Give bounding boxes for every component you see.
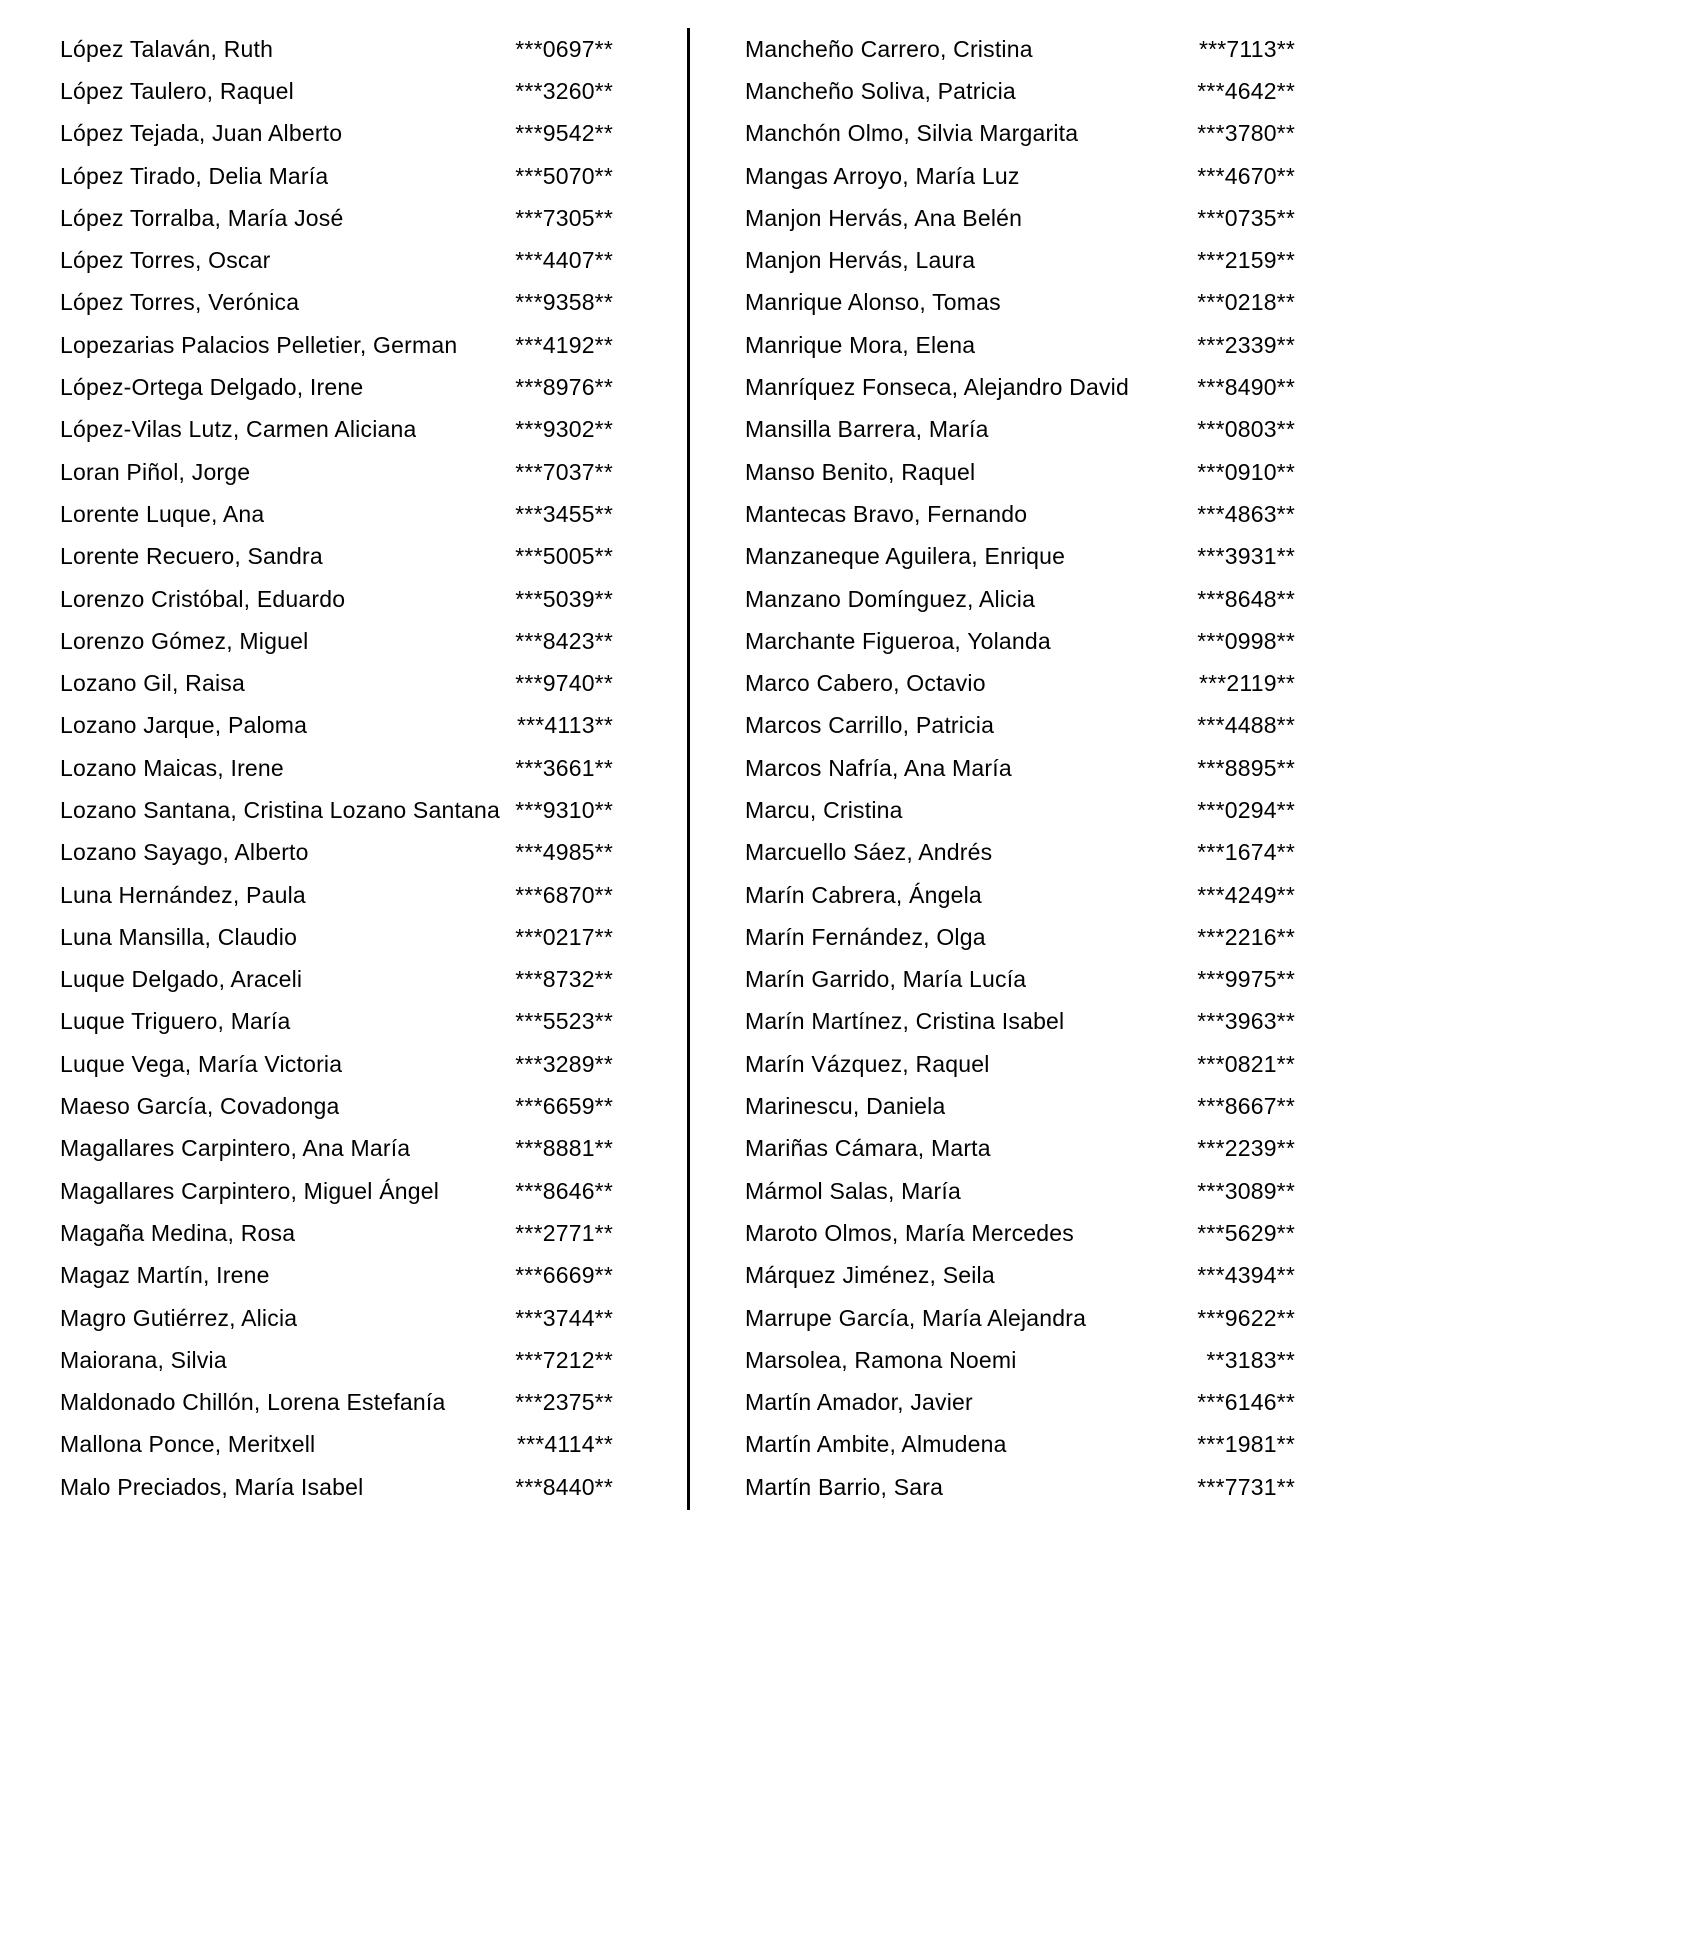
person-id: ***5039** xyxy=(515,585,613,612)
person-id: ***4114** xyxy=(516,1431,613,1458)
list-item xyxy=(60,1339,613,1381)
person-name: Marcos Nafría, Ana María xyxy=(745,754,1012,781)
list-item xyxy=(745,1170,1295,1212)
list-item xyxy=(60,1085,613,1127)
person-id: ***6659** xyxy=(515,1093,613,1120)
person-name: Manríquez Fonseca, Alejandro David xyxy=(745,374,1129,401)
list-item xyxy=(60,239,613,281)
list-item xyxy=(745,959,1295,1001)
person-id: ***8895** xyxy=(1197,754,1295,781)
list-item xyxy=(60,578,613,620)
list-item xyxy=(745,1128,1295,1170)
person-name: Lopezarias Palacios Pelletier, German xyxy=(60,331,458,358)
list-item xyxy=(745,197,1295,239)
person-id: ***1674** xyxy=(1197,839,1295,866)
person-id: ***0998** xyxy=(1197,627,1295,654)
person-id: ***8667** xyxy=(1197,1093,1295,1120)
person-name: Mantecas Bravo, Fernando xyxy=(745,500,1028,527)
list-item xyxy=(60,366,613,408)
person-name: Manzaneque Aguilera, Enrique xyxy=(745,543,1066,570)
person-name: Lozano Gil, Raisa xyxy=(60,670,245,697)
person-id: ***4394** xyxy=(1197,1262,1295,1289)
list-item xyxy=(60,959,613,1001)
person-id: ***3089** xyxy=(1197,1177,1295,1204)
person-name: López-Ortega Delgado, Irene xyxy=(60,374,364,401)
person-name: Maeso García, Covadonga xyxy=(60,1093,340,1120)
list-item xyxy=(745,832,1295,874)
person-name: Luque Vega, María Victoria xyxy=(60,1050,343,1077)
person-id: ***8490** xyxy=(1197,374,1295,401)
person-name: Mármol Salas, María xyxy=(745,1177,961,1204)
person-name: Marín Vázquez, Raquel xyxy=(745,1050,990,1077)
list-item xyxy=(745,324,1295,366)
person-id: ***8423** xyxy=(515,627,613,654)
person-name: Mancheño Soliva, Patricia xyxy=(745,77,1016,104)
person-id: ***3661** xyxy=(515,754,613,781)
person-name: Maroto Olmos, María Mercedes xyxy=(745,1219,1074,1246)
person-name: Mancheño Carrero, Cristina xyxy=(745,35,1033,62)
list-item xyxy=(745,366,1295,408)
person-name: Lorenzo Gómez, Miguel xyxy=(60,627,309,654)
list-item xyxy=(60,874,613,916)
list-item xyxy=(60,705,613,747)
person-id: ***4249** xyxy=(1197,881,1295,908)
person-name: Magaña Medina, Rosa xyxy=(60,1219,296,1246)
person-name: Lorente Luque, Ana xyxy=(60,500,265,527)
person-id: ***7212** xyxy=(515,1346,613,1373)
list-item xyxy=(745,70,1295,112)
person-name: Marcuello Sáez, Andrés xyxy=(745,839,993,866)
person-name: Mallona Ponce, Meritxell xyxy=(60,1431,316,1458)
person-id: ***6669** xyxy=(515,1262,613,1289)
person-name: Mariñas Cámara, Marta xyxy=(745,1135,991,1162)
person-name: Manzano Domínguez, Alicia xyxy=(745,585,1036,612)
list-item xyxy=(60,1212,613,1254)
person-id: ***4192** xyxy=(515,331,613,358)
person-id: ***2216** xyxy=(1197,923,1295,950)
person-id: ***0294** xyxy=(1197,796,1295,823)
person-id: ***0803** xyxy=(1197,416,1295,443)
list-item xyxy=(745,916,1295,958)
person-id: ***9542** xyxy=(515,120,613,147)
person-id: ***4642** xyxy=(1197,77,1295,104)
person-id: ***7305** xyxy=(515,204,613,231)
person-id: ***8881** xyxy=(515,1135,613,1162)
person-name: Marcos Carrillo, Patricia xyxy=(745,712,995,739)
person-id: ***8732** xyxy=(515,966,613,993)
list-item xyxy=(745,1255,1295,1297)
person-name: Marín Garrido, María Lucía xyxy=(745,966,1027,993)
person-id: ***0217** xyxy=(515,923,613,950)
person-name: Malo Preciados, María Isabel xyxy=(60,1473,364,1500)
list-item xyxy=(745,705,1295,747)
list-item xyxy=(745,409,1295,451)
person-id: **3183** xyxy=(1206,1346,1295,1373)
person-name: Luna Mansilla, Claudio xyxy=(60,923,298,950)
person-name: Manrique Alonso, Tomas xyxy=(745,289,1001,316)
list-item xyxy=(60,747,613,789)
person-name: Márquez Jiménez, Seila xyxy=(745,1262,995,1289)
person-name: Martín Amador, Javier xyxy=(745,1389,973,1416)
person-id: ***3780** xyxy=(1197,120,1295,147)
right-column xyxy=(690,28,1700,1510)
person-name: López Tirado, Delia María xyxy=(60,162,329,189)
person-name: Marinescu, Daniela xyxy=(745,1093,946,1120)
person-name: Magallares Carpintero, Ana María xyxy=(60,1135,411,1162)
person-id: ***1981** xyxy=(1197,1431,1295,1458)
person-name: Magaz Martín, Irene xyxy=(60,1262,270,1289)
list-item xyxy=(60,1382,613,1424)
list-item xyxy=(745,662,1295,704)
list-item xyxy=(60,832,613,874)
left-column xyxy=(0,28,687,1510)
person-id: ***7731** xyxy=(1197,1473,1295,1500)
person-id: ***4407** xyxy=(515,247,613,274)
person-name: Manjon Hervás, Laura xyxy=(745,247,976,274)
person-name: Maldonado Chillón, Lorena Estefanía xyxy=(60,1389,446,1416)
list-item xyxy=(745,155,1295,197)
person-id: ***5523** xyxy=(515,1008,613,1035)
person-name: Loran Piñol, Jorge xyxy=(60,458,251,485)
list-item xyxy=(60,451,613,493)
person-name: Mangas Arroyo, María Luz xyxy=(745,162,1020,189)
person-name: Lorente Recuero, Sandra xyxy=(60,543,323,570)
person-id: ***4113** xyxy=(516,712,613,739)
list-item xyxy=(60,1170,613,1212)
person-name: Marcu, Cristina xyxy=(745,796,903,823)
list-item xyxy=(745,1085,1295,1127)
list-item xyxy=(60,1001,613,1043)
person-id: ***6146** xyxy=(1197,1389,1295,1416)
person-name: Manchón Olmo, Silvia Margarita xyxy=(745,120,1079,147)
person-id: ***2119** xyxy=(1198,670,1295,697)
list-item xyxy=(745,239,1295,281)
person-name: Manjon Hervás, Ana Belén xyxy=(745,204,1023,231)
list-item xyxy=(745,1382,1295,1424)
list-item xyxy=(60,409,613,451)
person-name: Lozano Sayago, Alberto xyxy=(60,839,309,866)
person-name: Marsolea, Ramona Noemi xyxy=(745,1346,1017,1373)
list-item xyxy=(60,1255,613,1297)
person-name: Luque Triguero, María xyxy=(60,1008,291,1035)
list-item xyxy=(60,789,613,831)
list-item xyxy=(60,662,613,704)
person-id: ***9975** xyxy=(1197,966,1295,993)
person-name: Maiorana, Silvia xyxy=(60,1346,227,1373)
person-id: ***3744** xyxy=(515,1304,613,1331)
list-item xyxy=(60,536,613,578)
list-item xyxy=(60,70,613,112)
person-name: López Torres, Oscar xyxy=(60,247,271,274)
list-item xyxy=(60,1128,613,1170)
person-id: ***7113** xyxy=(1198,35,1295,62)
list-item xyxy=(745,1001,1295,1043)
list-item xyxy=(745,874,1295,916)
person-id: ***4670** xyxy=(1197,162,1295,189)
list-item xyxy=(745,282,1295,324)
person-id: ***6870** xyxy=(515,881,613,908)
person-id: ***3455** xyxy=(515,500,613,527)
person-id: ***3289** xyxy=(515,1050,613,1077)
person-id: ***0735** xyxy=(1197,204,1295,231)
list-item xyxy=(60,155,613,197)
person-id: ***8976** xyxy=(515,374,613,401)
list-item xyxy=(60,493,613,535)
person-name: López Tejada, Juan Alberto xyxy=(60,120,343,147)
person-id: ***3931** xyxy=(1197,543,1295,570)
list-item xyxy=(60,197,613,239)
person-id: ***0218** xyxy=(1197,289,1295,316)
list-item xyxy=(60,282,613,324)
person-name: Magro Gutiérrez, Alicia xyxy=(60,1304,298,1331)
person-name: Lozano Jarque, Paloma xyxy=(60,712,308,739)
person-id: ***9740** xyxy=(515,670,613,697)
person-id: ***4863** xyxy=(1197,500,1295,527)
person-id: ***0910** xyxy=(1197,458,1295,485)
list-item xyxy=(60,113,613,155)
person-name: López-Vilas Lutz, Carmen Aliciana xyxy=(60,416,417,443)
person-id: ***2771** xyxy=(515,1219,613,1246)
list-item xyxy=(745,493,1295,535)
person-id: ***9302** xyxy=(515,416,613,443)
person-id: ***0697** xyxy=(515,35,613,62)
person-id: ***9622** xyxy=(1197,1304,1295,1331)
list-item xyxy=(60,1297,613,1339)
person-id: ***8648** xyxy=(1197,585,1295,612)
list-item xyxy=(745,1424,1295,1466)
person-name: Marrupe García, María Alejandra xyxy=(745,1304,1087,1331)
person-id: ***5629** xyxy=(1197,1219,1295,1246)
person-name: Magallares Carpintero, Miguel Ángel xyxy=(60,1177,440,1204)
list-item xyxy=(745,1339,1295,1381)
list-item xyxy=(745,620,1295,662)
person-id: ***9310** xyxy=(515,796,613,823)
person-name: Martín Ambite, Almudena xyxy=(745,1431,1007,1458)
person-name: Lozano Maicas, Irene xyxy=(60,754,284,781)
list-item xyxy=(745,1212,1295,1254)
person-name: Marco Cabero, Octavio xyxy=(745,670,986,697)
person-id: ***8646** xyxy=(515,1177,613,1204)
person-name: Manso Benito, Raquel xyxy=(745,458,976,485)
person-name: Luna Hernández, Paula xyxy=(60,881,306,908)
person-name: López Torres, Verónica xyxy=(60,289,300,316)
person-id: ***8440** xyxy=(515,1473,613,1500)
person-id: ***9358** xyxy=(515,289,613,316)
person-id: ***2239** xyxy=(1197,1135,1295,1162)
list-item xyxy=(745,451,1295,493)
list-item xyxy=(745,747,1295,789)
person-name: Marín Martínez, Cristina Isabel xyxy=(745,1008,1065,1035)
list-item xyxy=(60,1466,613,1508)
list-item xyxy=(745,113,1295,155)
list-item xyxy=(745,536,1295,578)
person-name: López Torralba, María José xyxy=(60,204,344,231)
person-id: ***2339** xyxy=(1197,331,1295,358)
list-item xyxy=(60,916,613,958)
person-id: ***5005** xyxy=(515,543,613,570)
list-item xyxy=(60,28,613,70)
list-item xyxy=(745,1297,1295,1339)
person-name: Marín Cabrera, Ángela xyxy=(745,881,982,908)
person-id: ***2159** xyxy=(1197,247,1295,274)
person-id: ***0821** xyxy=(1197,1050,1295,1077)
list-item xyxy=(745,789,1295,831)
person-name: López Talaván, Ruth xyxy=(60,35,274,62)
person-id: ***4488** xyxy=(1197,712,1295,739)
person-name: López Taulero, Raquel xyxy=(60,77,294,104)
person-id: ***7037** xyxy=(515,458,613,485)
person-id: ***3260** xyxy=(515,77,613,104)
list-item xyxy=(60,324,613,366)
person-name: Luque Delgado, Araceli xyxy=(60,966,303,993)
list-item xyxy=(60,1424,613,1466)
person-name: Mansilla Barrera, María xyxy=(745,416,989,443)
list-item xyxy=(745,1043,1295,1085)
person-name: Manrique Mora, Elena xyxy=(745,331,976,358)
person-id: ***3963** xyxy=(1197,1008,1295,1035)
list-item xyxy=(745,1466,1295,1508)
list-item xyxy=(60,1043,613,1085)
list-item xyxy=(745,28,1295,70)
person-id: ***5070** xyxy=(515,162,613,189)
list-item xyxy=(60,620,613,662)
person-name: Marchante Figueroa, Yolanda xyxy=(745,627,1051,654)
person-name: Lozano Santana, Cristina Lozano Santana xyxy=(60,796,501,823)
person-name: Martín Barrio, Sara xyxy=(745,1473,944,1500)
person-name: Lorenzo Cristóbal, Eduardo xyxy=(60,585,346,612)
person-id: ***4985** xyxy=(515,839,613,866)
person-id: ***2375** xyxy=(515,1389,613,1416)
person-name: Marín Fernández, Olga xyxy=(745,923,986,950)
list-item xyxy=(745,578,1295,620)
